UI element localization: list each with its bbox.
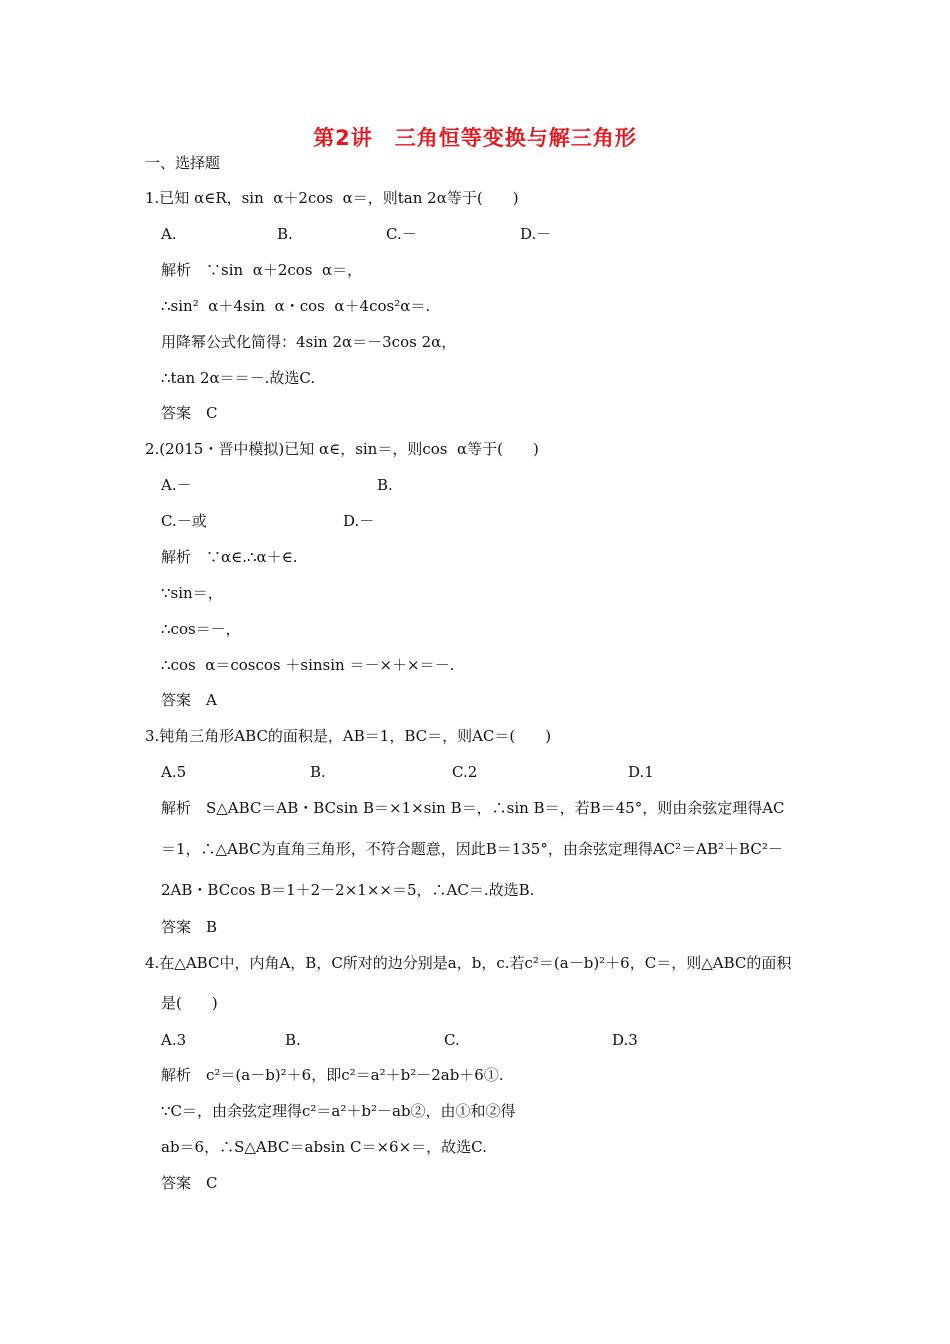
q4-stem: 是( ) (161, 994, 218, 1012)
q4-answer: 答案 C (161, 1174, 218, 1192)
page-title: 第2讲 三角恒等变换与解三角形 (313, 126, 637, 150)
q2-option-b: B. (377, 476, 393, 494)
q3-option-a: A.5 (161, 763, 187, 781)
q4-option-d: D.3 (612, 1031, 638, 1049)
q3-answer: 答案 B (161, 918, 218, 936)
q2-answer: 答案 A (161, 691, 217, 709)
q3-option-c: C.2 (452, 763, 478, 781)
q3-option-b: B. (310, 763, 326, 781)
q1-solution-line: ∴sin² α＋4sin α・cos α＋4cos²α＝. (161, 297, 431, 315)
q4-option-a: A.3 (161, 1031, 187, 1049)
q1-option-a: A. (161, 225, 177, 243)
q3-solution-line: ＝1，∴△ABC为直角三角形，不符合题意，因此B＝135°，由余弦定理得AC²＝AB²＋BC²－ (161, 840, 783, 858)
q2-stem: 2.(2015・晋中模拟)已知 α∈，sin＝，则cos α等于( ) (145, 440, 539, 458)
q1-solution-line: 解析 ∵sin α＋2cos α＝， (161, 261, 363, 279)
q2-option-d: D.－ (343, 512, 375, 530)
q1-option-d: D.－ (520, 225, 552, 243)
q2-solution-line: ∴cos＝－， (161, 620, 241, 638)
q2-option-c: C.－或 (161, 512, 207, 530)
q2-solution-line: 解析 ∵α∈.∴α＋∈. (161, 548, 298, 566)
q3-option-d: D.1 (628, 763, 654, 781)
q4-solution-line: ∵C＝，由余弦定理得c²＝a²＋b²－ab②，由①和②得 (161, 1102, 516, 1120)
q3-solution-line: 解析 S△ABC＝AB・BCsin B＝×1×sin B＝，∴sin B＝，若B＝45°，则由余弦定理得AC (161, 799, 785, 817)
q1-option-c: C.－ (386, 225, 417, 243)
q4-option-b: B. (285, 1031, 301, 1049)
q1-solution-line: 用降幂公式化简得：4sin 2α＝－3cos 2α， (161, 333, 457, 351)
q1-solution-line: ∴tan 2α＝＝－.故选C. (161, 369, 316, 387)
q2-solution-line: ∴cos α＝coscos ＋sinsin ＝－×＋×＝－. (161, 656, 455, 674)
q2-solution-line: ∵sin＝， (161, 584, 223, 602)
q4-stem: 4.在△ABC中，内角A，B，C所对的边分别是a，b，c.若c²＝(a－b)²＋6，C＝，则△ABC的面积 (145, 954, 792, 972)
q4-solution-line: 解析 c²＝(a－b)²＋6，即c²＝a²＋b²－2ab＋6①. (161, 1066, 504, 1084)
q4-solution-line: ab＝6，∴S△ABC＝absin C＝×6×＝，故选C. (161, 1138, 487, 1156)
q1-option-b: B. (277, 225, 293, 243)
q3-stem: 3.钝角三角形ABC的面积是，AB＝1，BC＝，则AC＝( ) (145, 727, 552, 745)
section-heading: 一、选择题 (145, 154, 221, 172)
q1-answer: 答案 C (161, 404, 218, 422)
q1-stem: 1.已知 α∈R，sin α＋2cos α＝，则tan 2α等于( ) (145, 189, 519, 207)
q4-option-c: C. (444, 1031, 460, 1049)
q2-option-a: A.－ (161, 476, 192, 494)
q3-solution-line: 2AB・BCcos B＝1＋2－2×1××＝5，∴AC＝.故选B. (161, 881, 535, 899)
